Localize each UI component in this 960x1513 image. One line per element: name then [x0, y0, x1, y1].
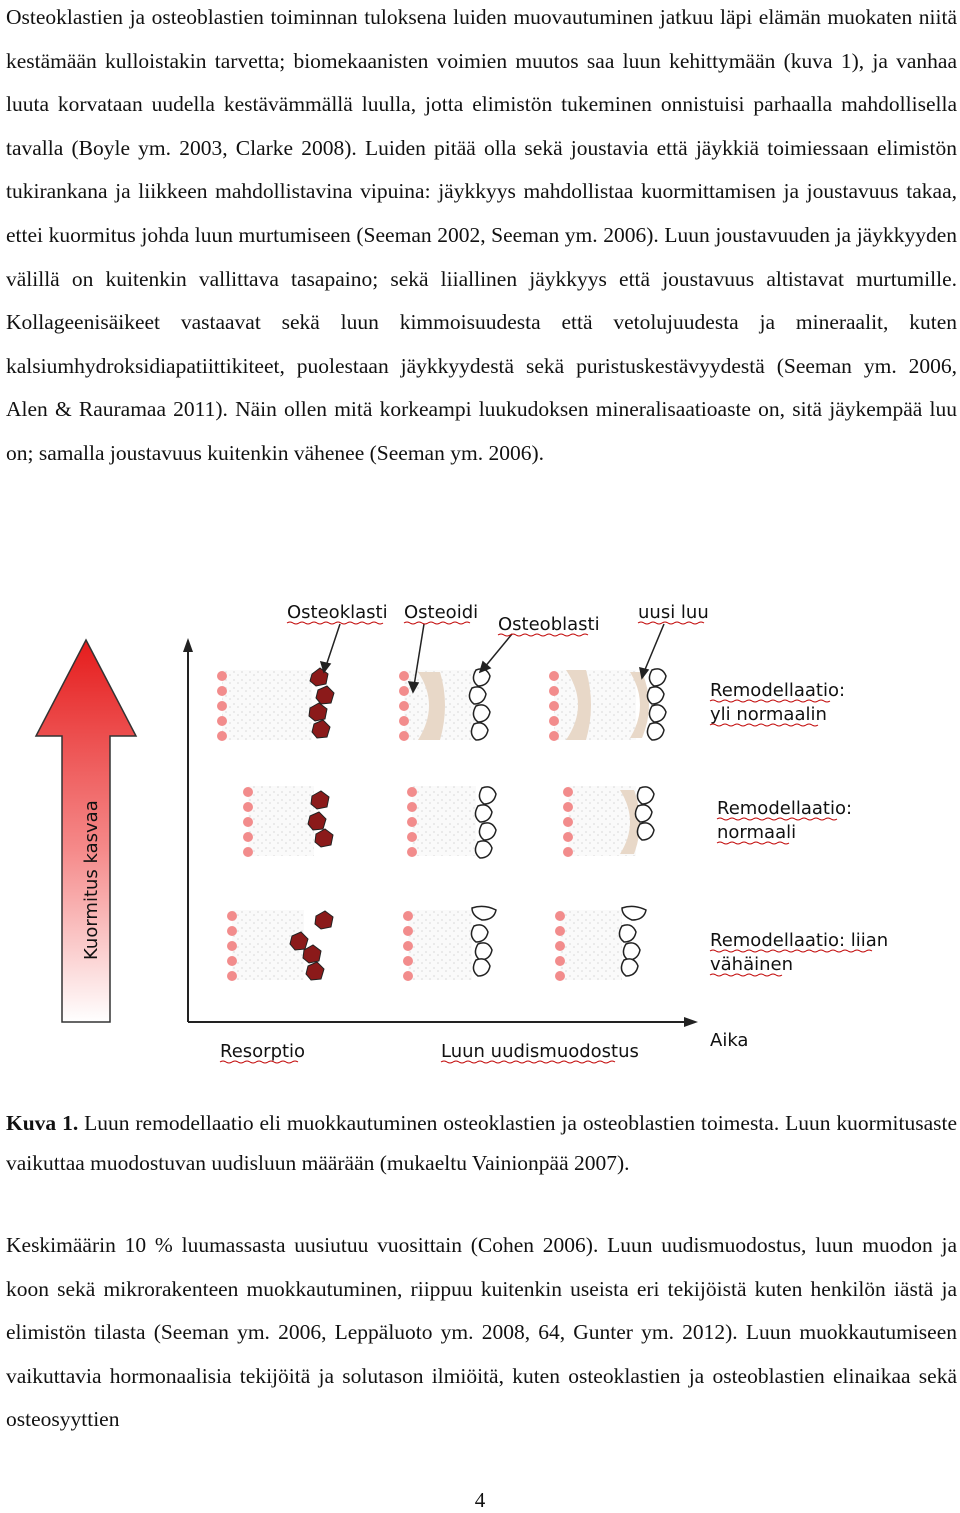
label-new-bone: uusi luu: [638, 602, 709, 623]
row-high-remodeling: [217, 668, 666, 741]
label-resorption: Resorptio: [220, 1041, 306, 1062]
osteoclasts: [309, 668, 334, 738]
arrow-label: Kuormitus kasvaa: [81, 800, 102, 960]
figure-caption: [6, 1103, 957, 1183]
label-row1-line1: Remodellaatio:: [710, 680, 846, 701]
label-osteoblast: Osteoblasti: [498, 614, 600, 635]
label-osteoclast: Osteoklasti: [287, 602, 388, 623]
label-bone-formation: Luun uudismuodostus: [441, 1041, 639, 1062]
row-normal-remodeling: [243, 786, 654, 858]
label-time: Aika: [710, 1030, 749, 1051]
page-number: 4: [474, 1488, 486, 1512]
caption-text: Luun remodellaatio eli muokkautuminen osteoklastien ja osteoblastien toimesta. Luun kuormitusaste vaikuttaa muodostuvan uudisluun määrään (mukaeltu Vainionpää 2007).: [6, 1111, 957, 1175]
body-paragraph-2: Keskimäärin 10 % luumassasta uusiutuu vuosittain (Cohen 2006). Luun uudismuodostus, luun muodon ja koon sekä mikrorakenteen muokkautuminen, riippuu kuitenkin useista eri tekijöistä kuten henkilön iästä ja elimistön tilasta (Seeman ym. 2006, Leppäluoto ym. 2008, 64, Gunter ym. 2012). Luun muokkautumiseen vaikuttavia hormonaalisia tekijöitä ja solutason ilmiöitä, kuten osteoklastien ja osteoblastien elinaikaa sekä osteosyyttien: [6, 1233, 957, 1432]
body-paragraph-1: Osteoklastien ja osteoblastien toiminnan tuloksena luiden muovautuminen jatkuu läpi elämän muokaten niitä kestämään kulloistakin tarvetta; biomekaanisten voimien muutos saa luun kehittymään (kuva 1), ja vanhaa luuta korvataan uudella kestävämmällä luulla, jotta elimistön tukeminen onnistuisi parhaalla mahdollisella tavalla (Boyle ym. 2003, Clarke 2008). Luiden pitää olla sekä joustavia että jäykkiä toimiessaan elimistön tukirankana ja liikkeen mahdollistavina vipuina: jäykkyys mahdollistaa kuormittamisen ja joustavuus takaa, ettei kuormitus johda luun murtumiseen (Seeman 2002, Seeman ym. 2006). Luun joustavuuden ja jäykkyyden välillä on kuitenkin vallittava tasapaino; sekä liiallinen jäykkyys että joustavuus altistavat murtumille. Kollageenisäikeet vastaavat sekä luun kimmoisuudesta että vetolujuudesta ja mineraalit, kuten kalsiumhydroksidiapatiittikiteet, puolestaan jäykkyydestä sekä puristuskestävyydestä (Seeman ym. 2006, Alen & Rauramaa 2011). Näin ollen mitä korkeampi luukudoksen mineralisaatioaste on, sitä jäykempää luu on; samalla joustavuus kuitenkin vähenee (Seeman ym. 2006).: [6, 5, 957, 465]
bone-remodeling-figure: [0, 590, 960, 1070]
label-row3-line1: Remodellaatio: liian: [710, 930, 889, 951]
caption-label: Kuva 1.: [6, 1111, 79, 1135]
label-row3-line2: vähäinen: [710, 954, 794, 975]
label-row1-line2: yli normaalin: [710, 704, 827, 725]
row-low-remodeling: [227, 906, 646, 981]
label-row2-line2: normaali: [717, 822, 797, 843]
label-row2-line1: Remodellaatio:: [717, 798, 853, 819]
label-osteoid: Osteoidi: [404, 602, 479, 623]
